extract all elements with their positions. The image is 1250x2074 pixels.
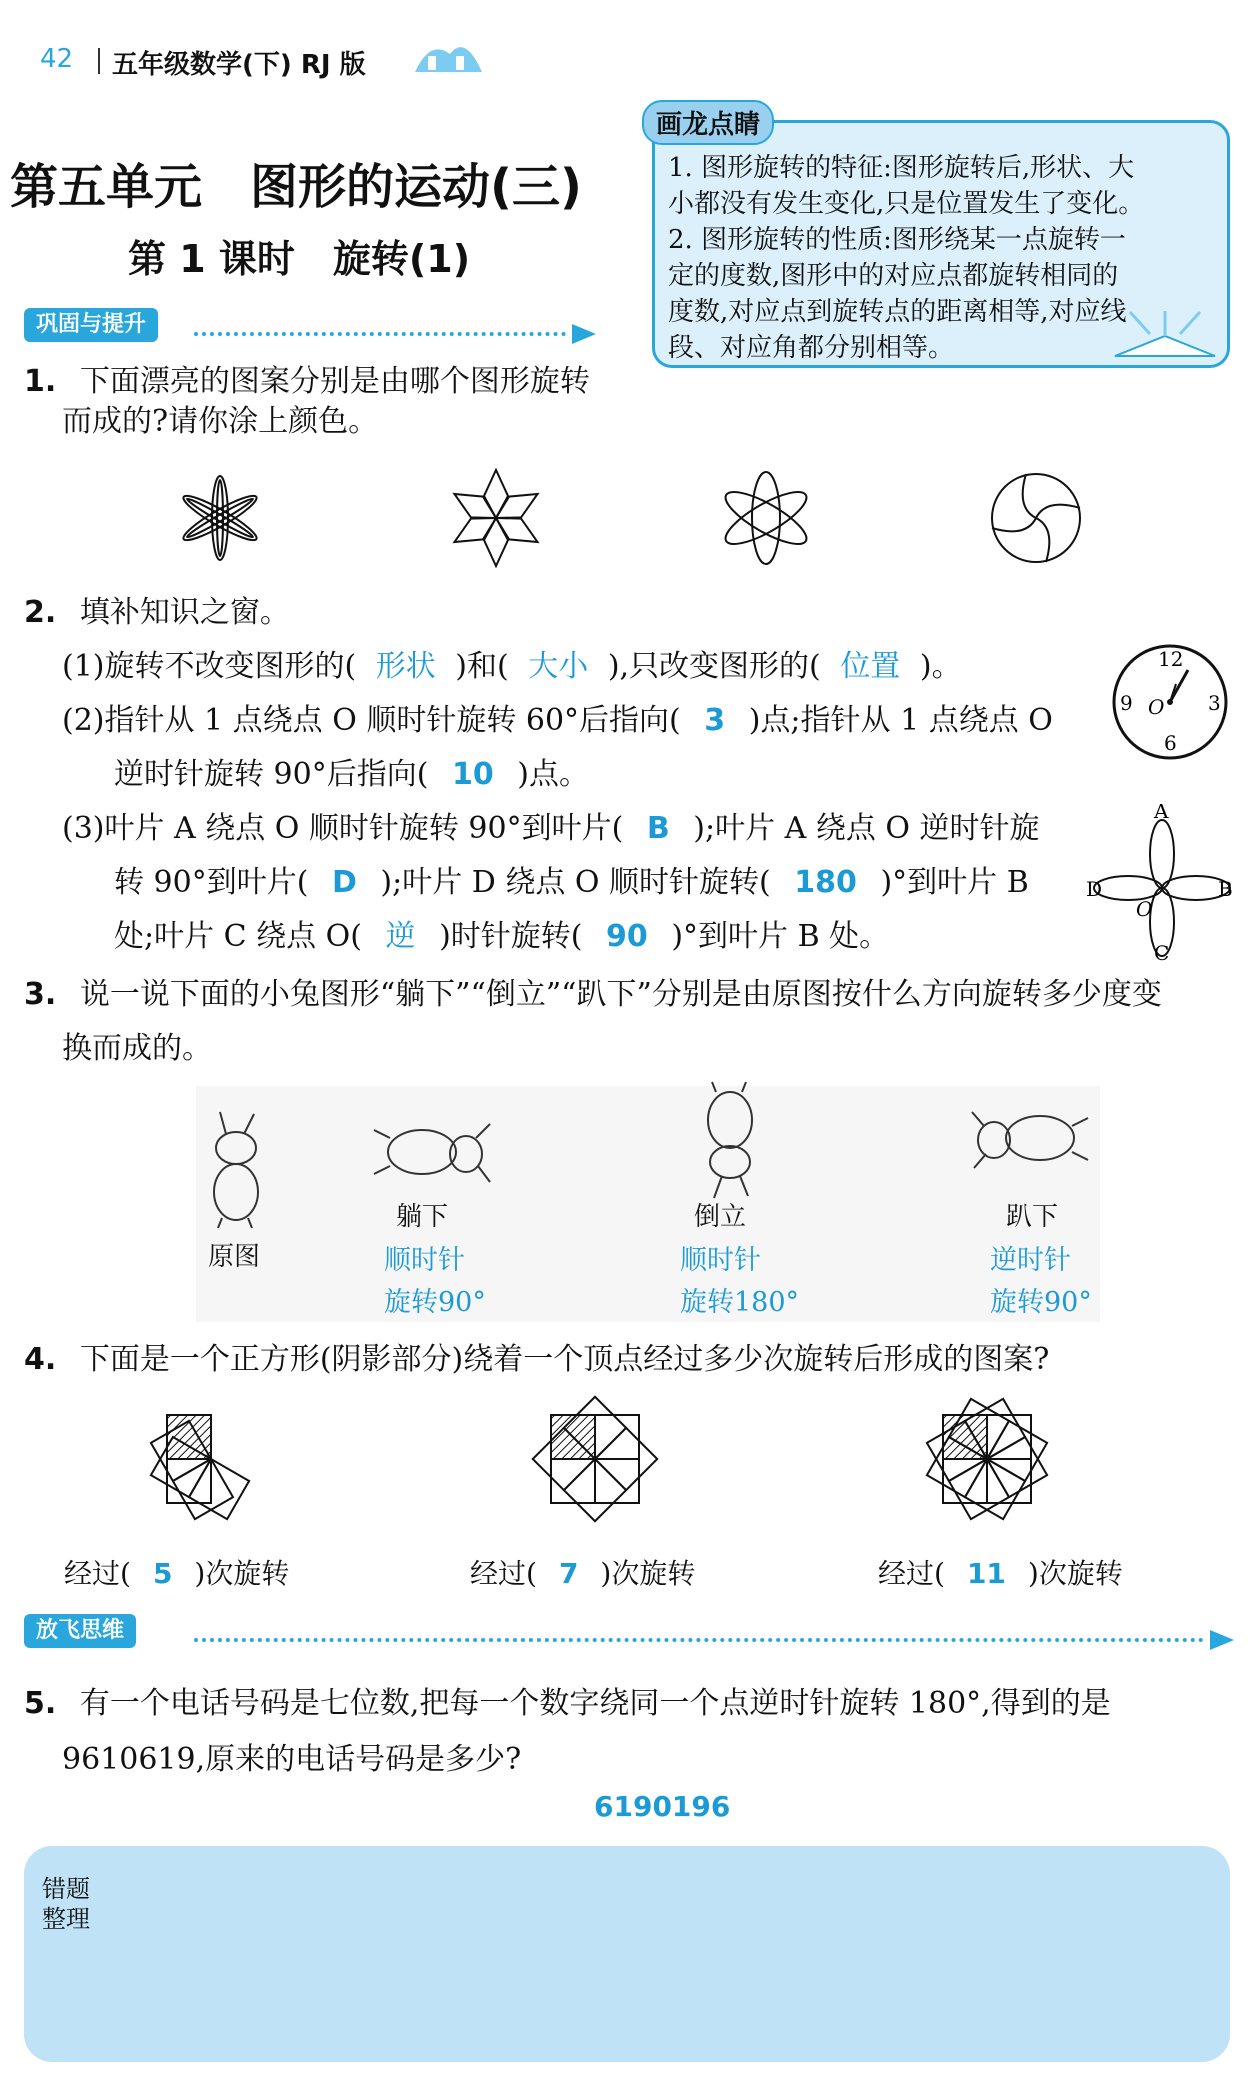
question-5 xyxy=(24,1676,1234,1788)
answer: 6190196 xyxy=(594,1790,731,1823)
header-divider xyxy=(98,48,100,74)
question-number: 5. xyxy=(24,1686,57,1721)
question-text: 下面是一个正方形(阴影部分)绕着一个顶点经过多少次旋转后形成的图案? xyxy=(79,1342,1050,1377)
section-label: 放飞思维 xyxy=(24,1614,136,1648)
answer: 旋转180° xyxy=(680,1287,800,1318)
pattern-circle-swirl xyxy=(988,470,1084,566)
question-number: 4. xyxy=(24,1342,57,1377)
section-header-2 xyxy=(24,1614,1234,1648)
text: )次旋转 xyxy=(194,1557,290,1590)
clock-label-3: 3 xyxy=(1208,691,1221,715)
question-text: 说一说下面的小兔图形“躺下”“倒立”“趴下”分别是由原图按什么方向旋转多少度变 xyxy=(79,977,1162,1012)
rabbit-original-image xyxy=(196,1108,282,1232)
tip-line: 段、对应角都分别相等。 xyxy=(668,333,955,363)
answer: 顺时针 xyxy=(680,1245,761,1276)
text: 逆时针旋转 90°后指向( xyxy=(114,757,429,792)
question-number: 1. xyxy=(24,364,57,399)
leaf-label-d: D xyxy=(1086,877,1103,901)
text: )和( xyxy=(455,649,509,684)
pattern-ellipse-atom xyxy=(716,466,816,570)
rabbit-figure-area xyxy=(196,1086,1100,1322)
text: )°到叶片 B 处。 xyxy=(671,919,890,954)
pattern-petal-flower xyxy=(170,468,270,568)
answer: 位置 xyxy=(840,649,901,684)
text: )。 xyxy=(919,649,962,684)
question-text: 而成的?请你涂上颜色。 xyxy=(62,404,379,439)
rotated-squares-pattern-2 xyxy=(520,1384,670,1534)
question-text: 9610619,原来的电话号码是多少? xyxy=(62,1742,522,1777)
answer: 形状 xyxy=(375,649,436,684)
section-header-1 xyxy=(24,308,594,342)
answer: 逆 xyxy=(385,919,416,954)
answer: 11 xyxy=(966,1557,1006,1590)
lesson-title: 第 1 课时 旋转(1) xyxy=(128,237,471,281)
answer: 逆时针 xyxy=(990,1245,1071,1276)
answer: 10 xyxy=(451,757,494,792)
clock-diagram xyxy=(1110,640,1230,764)
text: )点。 xyxy=(517,757,589,792)
answer: 旋转90° xyxy=(384,1287,486,1318)
text: ),只改变图形的( xyxy=(607,649,821,684)
clock-label-9: 9 xyxy=(1120,691,1133,715)
answer: 旋转90° xyxy=(990,1287,1092,1318)
text: 经过( xyxy=(878,1557,945,1590)
text: 转 90°到叶片( xyxy=(114,865,309,900)
clock-label-12: 12 xyxy=(1158,647,1184,671)
question-number: 3. xyxy=(24,977,57,1012)
answer-line-1 xyxy=(64,1552,289,1592)
dotted-line xyxy=(194,1638,1204,1642)
text: 经过( xyxy=(64,1557,131,1590)
answer: 大小 xyxy=(528,649,589,684)
rabbit-prone-image xyxy=(970,1098,1096,1178)
text: );叶片 D 绕点 O 顺时针旋转( xyxy=(380,865,771,900)
question-text: 有一个电话号码是七位数,把每一个数字绕同一个点逆时针旋转 180°,得到的是 xyxy=(79,1686,1111,1721)
answer: 7 xyxy=(558,1557,579,1590)
answer: 90 xyxy=(606,919,648,954)
text: )°到叶片 B xyxy=(880,865,1029,900)
tip-line: 度数,对应点到旋转点的距离相等,对应线 xyxy=(668,297,1127,327)
text: )次旋转 xyxy=(600,1557,696,1590)
rabbit-label-stand: 倒立 xyxy=(694,1202,747,1232)
clock-label-6: 6 xyxy=(1164,731,1177,755)
dotted-line xyxy=(194,332,566,336)
leaf-label-b: B xyxy=(1218,877,1233,901)
tip-line: 小都没有发生变化,只是位置发生了变化。 xyxy=(668,189,1145,219)
leaf-label-a: A xyxy=(1154,804,1169,823)
arrow-icon xyxy=(1210,1630,1234,1650)
answer-line-2 xyxy=(470,1552,695,1592)
answer-line-3 xyxy=(878,1552,1123,1592)
question-2 xyxy=(24,586,1124,964)
arrow-icon xyxy=(572,324,596,344)
question-text: 填补知识之窗。 xyxy=(79,595,290,630)
page-number: 42 xyxy=(40,44,74,74)
leaf-center-label: O xyxy=(1136,897,1153,921)
question-text: 换而成的。 xyxy=(62,1031,212,1066)
book-title: 五年级数学(下) RJ 版 xyxy=(112,50,366,80)
rabbit-upside-down-image xyxy=(686,1078,772,1202)
pattern-diamond-star xyxy=(446,466,546,570)
rabbit-label-original: 原图 xyxy=(208,1242,261,1272)
answer: 顺时针 xyxy=(384,1245,465,1276)
answer: 5 xyxy=(152,1557,173,1590)
house-logo-icon xyxy=(410,34,485,74)
answer: B xyxy=(646,811,670,846)
answer: 3 xyxy=(704,703,726,738)
leaf-label-c: C xyxy=(1154,941,1170,962)
rotated-squares-pattern-3 xyxy=(912,1384,1062,1534)
text: )点;指针从 1 点绕点 O xyxy=(748,703,1053,738)
question-3 xyxy=(24,968,1234,1076)
notes-label-line: 整理 xyxy=(42,1905,90,1933)
leaves-diagram xyxy=(1086,804,1236,962)
tip-line: 2. 图形旋转的性质:图形绕某一点旋转一 xyxy=(668,225,1126,255)
rabbit-lying-image xyxy=(366,1108,492,1188)
tip-line: 定的度数,图形中的对应点都旋转相同的 xyxy=(668,261,1119,291)
unit-title: 第五单元 图形的运动(三) xyxy=(10,159,582,215)
section-label: 巩固与提升 xyxy=(24,308,158,342)
question-1 xyxy=(24,362,644,442)
text: )时针旋转( xyxy=(439,919,583,954)
notes-label xyxy=(42,1874,90,1934)
text: (3)叶片 A 绕点 O 顺时针旋转 90°到叶片( xyxy=(62,811,624,846)
text: 处;叶片 C 绕点 O( xyxy=(114,919,362,954)
text: )次旋转 xyxy=(1027,1557,1123,1590)
question-number: 2. xyxy=(24,595,57,630)
tip-line: 1. 图形旋转的特征:图形旋转后,形状、大 xyxy=(668,153,1135,183)
question-text: 下面漂亮的图案分别是由哪个图形旋转 xyxy=(79,364,590,399)
rotated-squares-pattern-1 xyxy=(136,1384,286,1534)
text: 经过( xyxy=(470,1557,537,1590)
book-decoration-icon xyxy=(1110,306,1220,360)
rabbit-label-lie: 躺下 xyxy=(396,1202,449,1232)
answer: 180 xyxy=(794,865,857,900)
clock-center-label: O xyxy=(1148,695,1165,719)
question-4 xyxy=(24,1340,1234,1380)
text: (2)指针从 1 点绕点 O 顺时针旋转 60°后指向( xyxy=(62,703,681,738)
answer: D xyxy=(331,865,357,900)
notes-box xyxy=(24,1846,1230,2062)
text: );叶片 A 绕点 O 逆时针旋 xyxy=(693,811,1040,846)
tip-title: 画龙点睛 xyxy=(642,100,774,145)
rabbit-label-prone: 趴下 xyxy=(1006,1202,1059,1232)
notes-label-line: 错题 xyxy=(42,1875,90,1903)
text: (1)旋转不改变图形的( xyxy=(62,649,357,684)
